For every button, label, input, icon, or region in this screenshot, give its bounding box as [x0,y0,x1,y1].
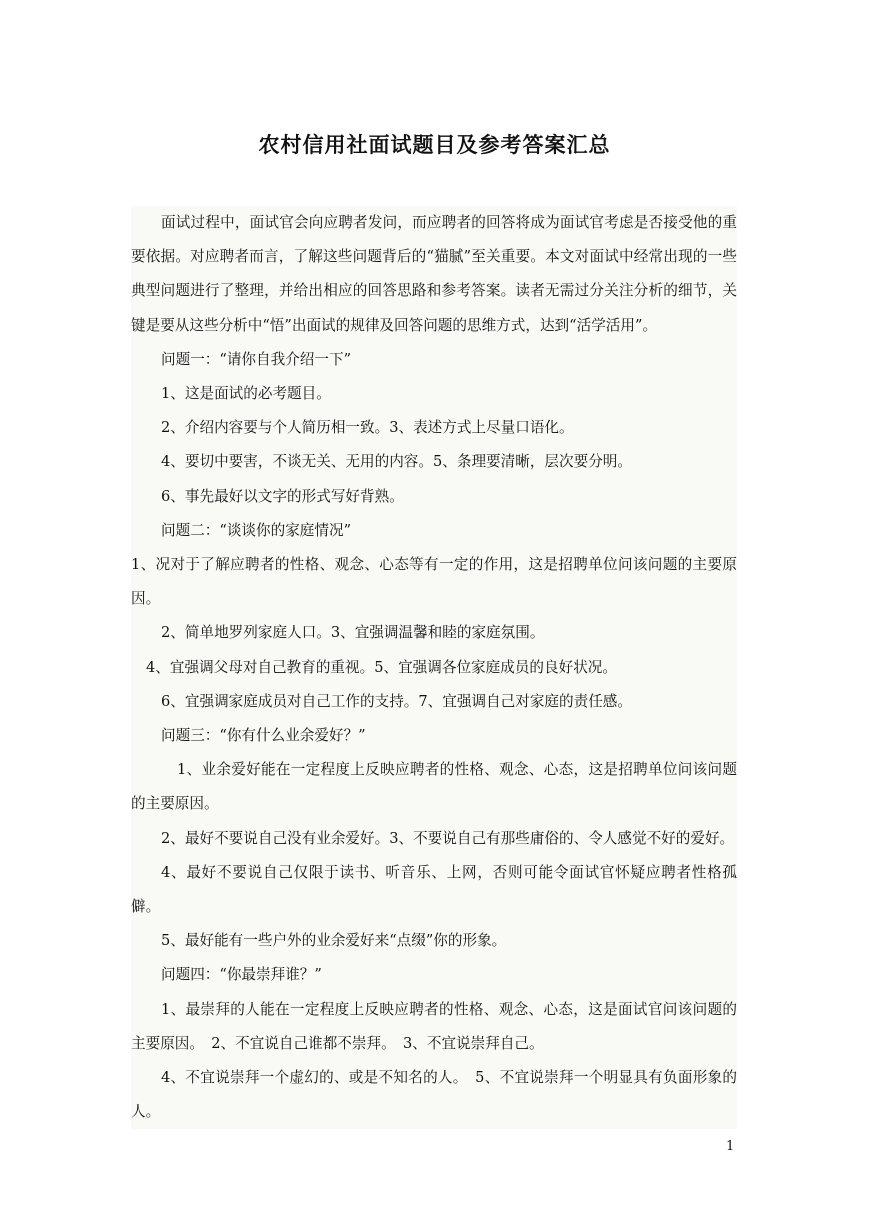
answer-paragraph: 6、事先最好以文字的形式写好背熟。 [161,487,404,505]
answer-paragraph: 1、况对于了解应聘者的性格、观念、心态等有一定的作用，这是招聘单位问该问题的主要原因。 [131,556,737,608]
page-number: 1 [726,1139,735,1154]
answer-paragraph: 2、最好不要说自己没有业余爱好。3、不要说自己有那些庸俗的、令人感觉不好的爱好。 [161,829,735,847]
answer-paragraph: 2、简单地罗列家庭人口。3、宜强调温馨和睦的家庭氛围。 [161,624,545,642]
answer-paragraph: 4、最好不要说自己仅限于读书、听音乐、上网，否则可能令面试官怀疑应聘者性格孤僻。 [131,863,737,916]
document-title: 农村信用社面试题目及参考答案汇总 [258,132,611,157]
answer-paragraph: 1、业余爱好能在一定程度上反映应聘者的性格、观念、心态，这是招聘单位问该问题的主要原因。 [131,761,737,813]
answer-paragraph: 6、宜强调家庭成员对自己工作的支持。7、宜强调自己对家庭的责任感。 [161,692,632,710]
answer-paragraph: 1、这是面试的必考题目。 [161,385,331,403]
answer-paragraph: 2、介绍内容要与个人简历相一致。3、表述方式上尽量口语化。 [161,419,574,437]
answer-paragraph: 1、最崇拜的人能在一定程度上反映应聘者的性格、观念、心态，这是面试官问该问题的主要原因。 2、不宜说自己谁都不崇拜。 3、不宜说崇拜自己。 [131,1000,737,1052]
question-heading: 问题二：“谈谈你的家庭情况” [161,521,352,539]
answer-paragraph: 4、不宜说崇拜一个虚幻的、或是不知名的人。 5、不宜说崇拜一个明显具有负面形象的人。 [131,1069,737,1121]
answer-paragraph: 5、最好能有一些户外的业余爱好来“点缀”你的形象。 [161,932,507,950]
question-heading: 问题四：“你最崇拜谁？” [161,966,322,984]
question-heading: 问题一：“请你自我介绍一下” [161,350,352,368]
answer-paragraph: 4、宜强调父母对自己教育的重视。5、宜强调各位家庭成员的良好状况。 [146,658,617,676]
question-heading: 问题三：“你有什么业余爱好？” [161,727,366,745]
intro-paragraph: 面试过程中，面试官会向应聘者发问，而应聘者的回答将成为面试官考虑是否接受他的重要依据。对应聘者而言，了解这些问题背后的“猫腻”至关重要。本文对面试中经常出现的一些典型问题进行了整理，并给出相应的回答思路和参考答案。读者无需过分关注分析的细节，关键是要从这些分析中“悟”出面试的规律及回答问题的思维方式，达到“活学活用”。 [131,214,737,334]
answer-paragraph: 4、要切中要害，不谈无关、无用的内容。5、条理要清晰，层次要分明。 [161,453,632,471]
document-body [131,206,737,1129]
